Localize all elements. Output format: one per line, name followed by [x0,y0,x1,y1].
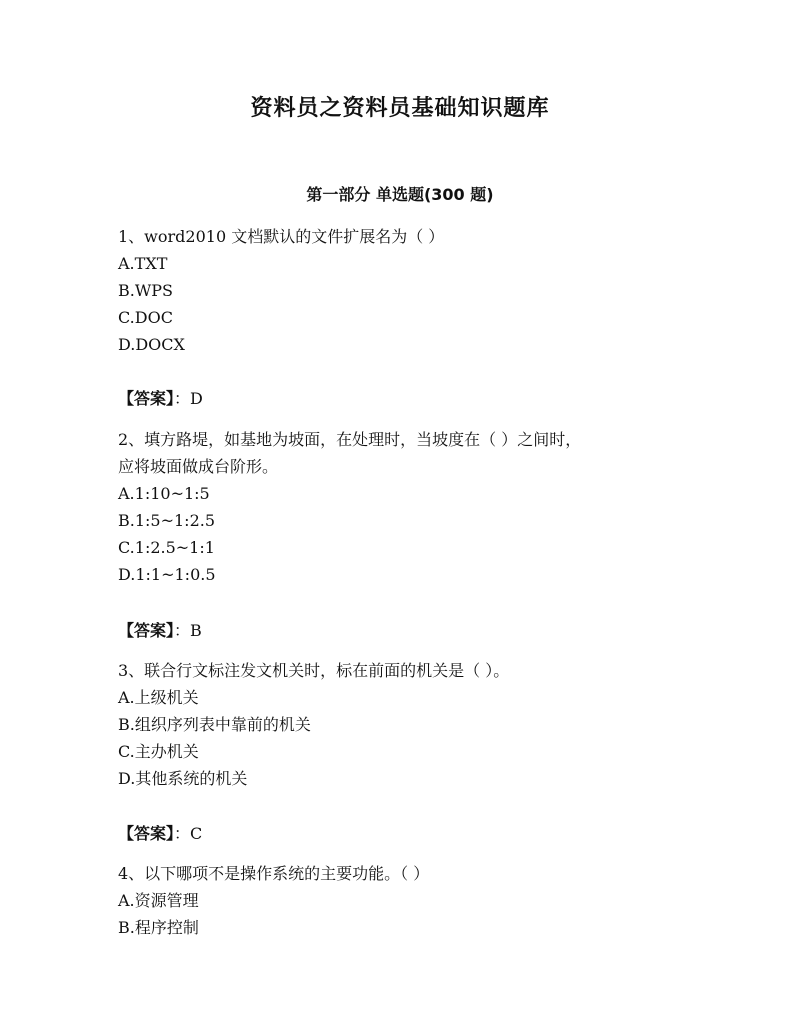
answer-label: 【答案】 [118,389,175,408]
document-title: 资料员之资料员基础知识题库 [250,96,550,121]
question-2-option-b: B.1:5~1:2.5 [118,511,216,530]
question-1-option-b: B.WPS [118,281,174,300]
question-4-stem: 4、以下哪项不是操作系统的主要功能。（ ） [118,864,430,883]
question-4-option-b: B.程序控制 [118,918,199,937]
question-2-option-d: D.1:1~1:0.5 [118,565,216,584]
question-1-stem: 1、word2010 文档默认的文件扩展名为（ ） [118,227,445,246]
answer-value: ：B [174,621,202,640]
answer-label: 【答案】 [118,621,175,640]
question-2-stem-line-1: 2、填方路堤，如基地为坡面，在处理时，当坡度在（ ）之间时， [118,430,582,449]
answer-label: 【答案】 [118,824,175,843]
question-2-option-c: C.1:2.5~1:1 [118,538,215,557]
question-2-stem-line-2: 应将坡面做成台阶形。 [118,457,279,476]
question-1-answer [118,387,203,411]
question-1-option-a: A.TXT [118,254,168,273]
question-3-option-d: D.其他系统的机关 [118,769,248,788]
section-title: 第一部分 单选题(300 题) [306,185,494,204]
question-3-option-a: A.上级机关 [118,688,199,707]
answer-value: ：D [174,389,203,408]
question-3-answer [118,822,202,846]
question-3-option-c: C.主办机关 [118,742,199,761]
question-1-option-d: D.DOCX [118,335,185,354]
question-2-option-a: A.1:10~1:5 [118,484,210,503]
question-3-option-b: B.组织序列表中靠前的机关 [118,715,311,734]
question-4-option-a: A.资源管理 [118,891,199,910]
question-2-answer [118,619,202,643]
question-3-stem: 3、联合行文标注发文机关时，标在前面的机关是（ ）。 [118,661,510,680]
answer-value: ：C [174,824,203,843]
question-1-option-c: C.DOC [118,308,173,327]
